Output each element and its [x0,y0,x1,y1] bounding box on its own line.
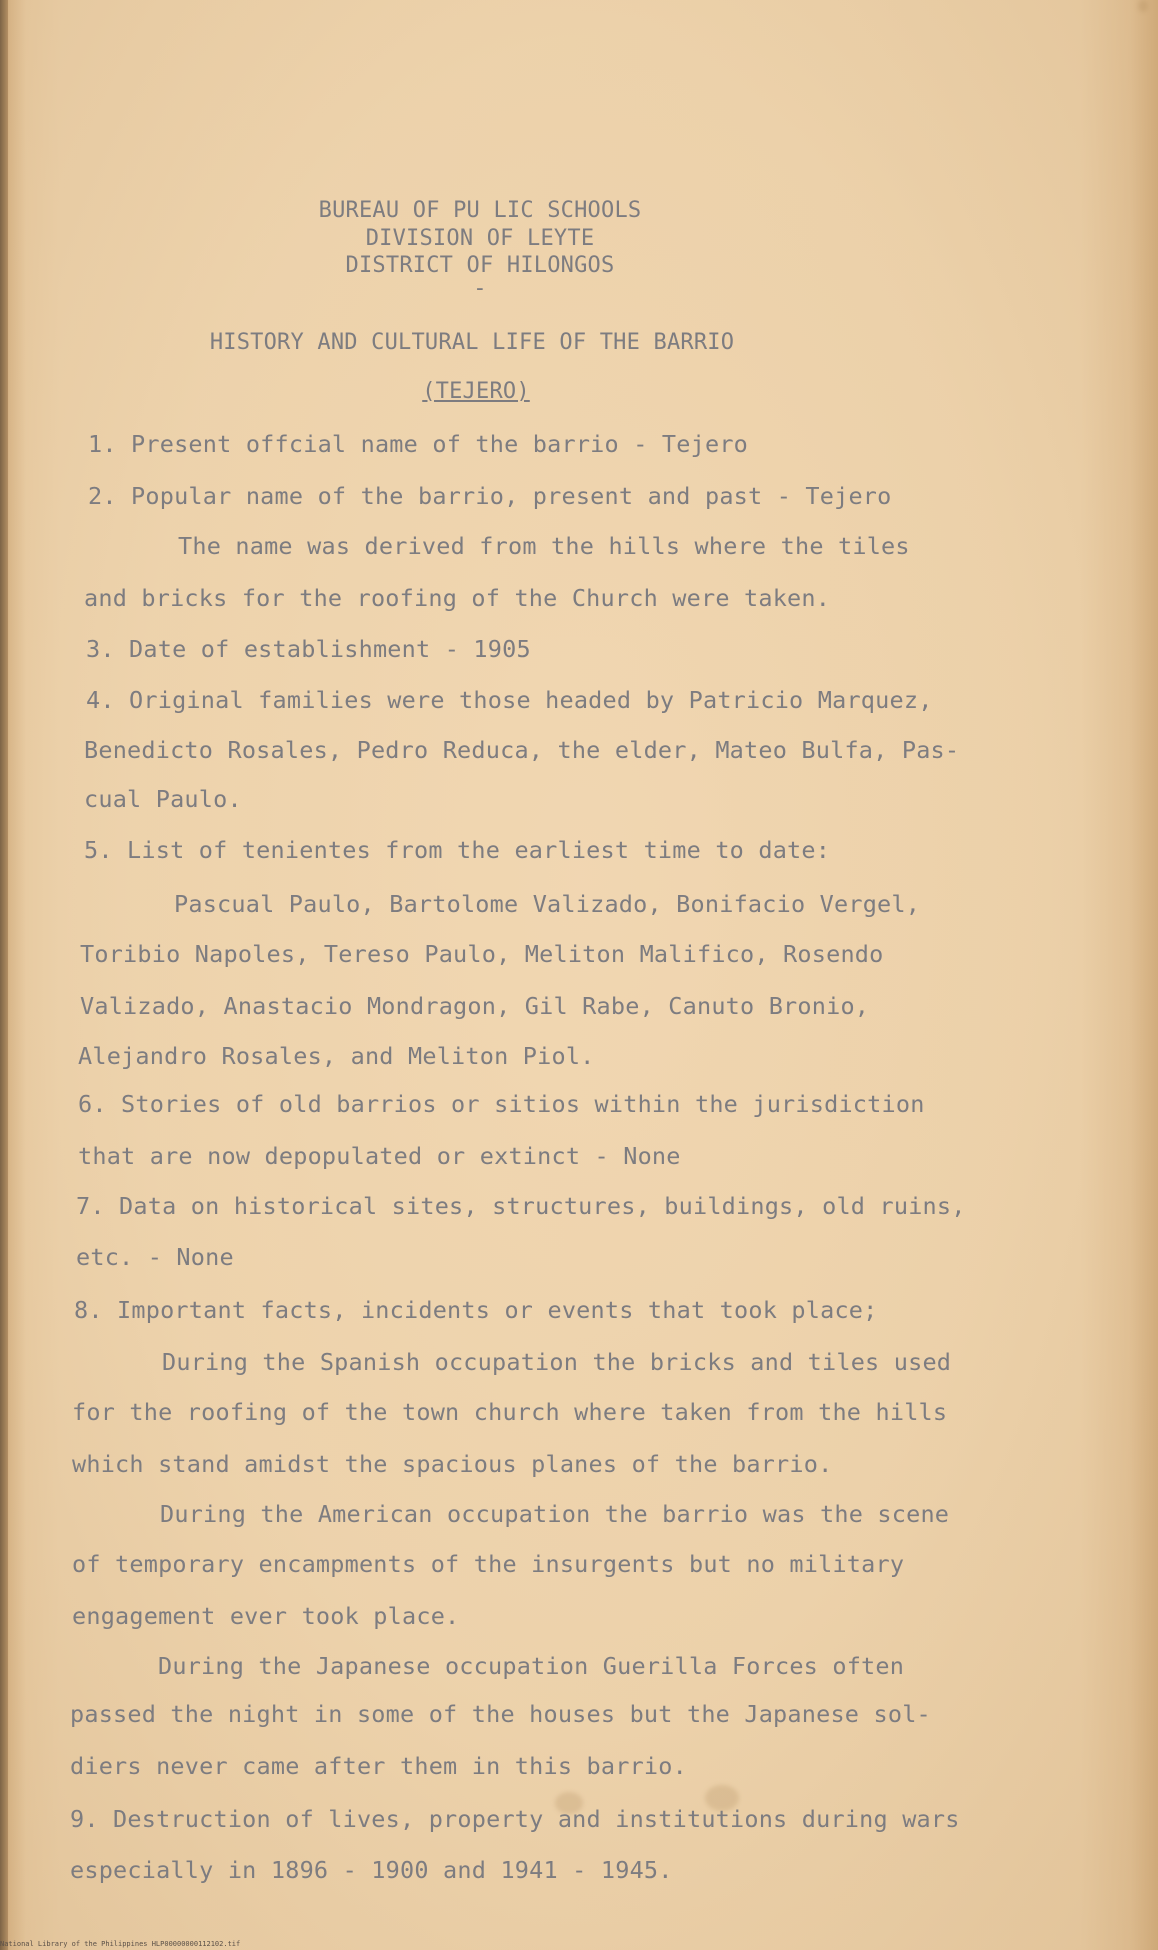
body-line: 7. Data on historical sites, structures, buildings, old ruins, [76,1192,966,1220]
header-bureau: BUREAU OF PU LIC SCHOOLS [318,198,642,223]
body-line: passed the night in some of the houses but the Japanese sol- [70,1700,931,1728]
body-line: which stand amidst the spacious planes of the barrio. [72,1450,833,1478]
document-title: HISTORY AND CULTURAL LIFE OF THE BARRIO [209,330,735,355]
body-line: that are now depopulated or extinct - None [78,1142,681,1170]
body-line: During the Japanese occupation Guerilla Forces often [158,1652,905,1680]
body-line: 4. Original families were those headed by Patricio Marquez, [86,686,933,714]
barrio-name: (TEJERO) [422,379,530,404]
body-line: 8. Important facts, incidents or events that took place; [74,1296,878,1324]
body-line: for the roofing of the town church where taken from the hills [72,1398,948,1426]
page-stain [1138,0,1148,12]
body-line: 6. Stories of old barrios or sitios within the jurisdiction [78,1090,925,1118]
body-line: etc. - None [76,1243,234,1271]
body-line: During the Spanish occupation the bricks and tiles used [162,1348,952,1376]
header-dash: - [473,276,487,301]
body-line: The name was derived from the hills where the tiles [178,532,910,560]
body-line: especially in 1896 - 1900 and 1941 - 1945. [70,1856,673,1884]
body-line: 2. Popular name of the barrio, present and past - Tejero [88,482,892,510]
body-line: Benedicto Rosales, Pedro Reduca, the elder, Mateo Bulfa, Pas- [84,736,960,764]
header-district: DISTRICT OF HILONGOS [345,253,615,278]
body-line: During the American occupation the barrio was the scene [160,1500,950,1528]
body-line: and bricks for the roofing of the Church were taken. [84,584,831,612]
body-line: Toribio Napoles, Tereso Paulo, Meliton Malifico, Rosendo [80,940,884,968]
body-line: cual Paulo. [84,785,242,813]
body-line: Pascual Paulo, Bartolome Valizado, Bonifacio Vergel, [174,890,921,918]
body-line: 1. Present offcial name of the barrio - Tejero [88,430,749,458]
body-line: of temporary encampments of the insurgents but no military [72,1550,905,1578]
body-line: 3. Date of establishment - 1905 [86,635,531,663]
scan-footer: National Library of the Philippines HLP00000000112102.tif [0,1940,241,1948]
body-line: Alejandro Rosales, and Meliton Piol. [78,1042,595,1070]
body-line: diers never came after them in this barrio. [70,1752,687,1780]
body-line: 5. List of tenientes from the earliest time to date: [84,836,831,864]
header-division: DIVISION OF LEYTE [365,226,595,251]
body-line: Valizado, Anastacio Mondragon, Gil Rabe, Canuto Bronio, [80,992,870,1020]
body-line: 9. Destruction of lives, property and institutions during wars [70,1805,960,1833]
body-line: engagement ever took place. [72,1602,460,1630]
